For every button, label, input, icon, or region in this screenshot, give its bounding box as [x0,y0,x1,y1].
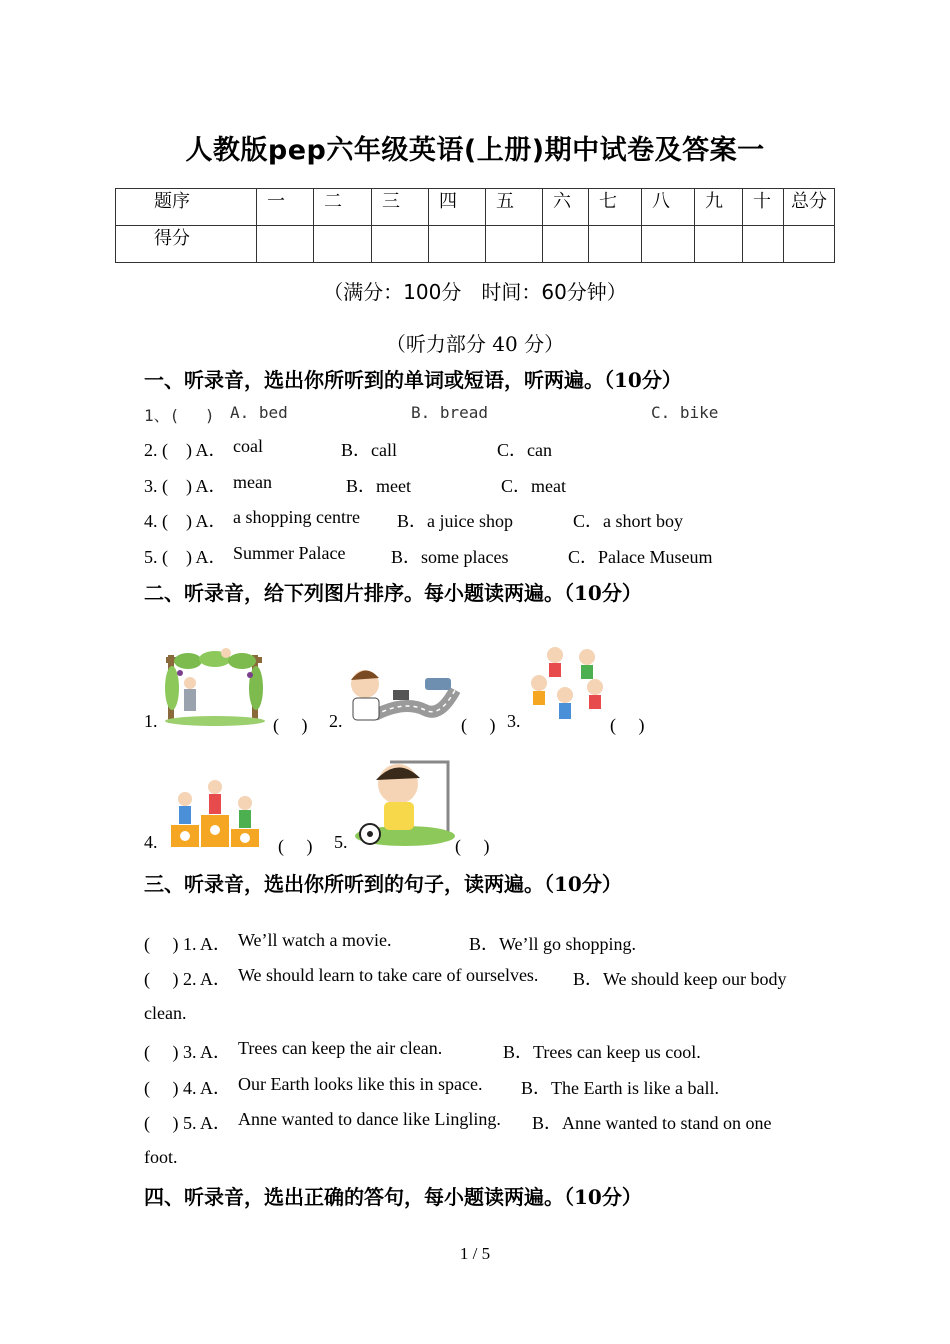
picture3-blank[interactable]: ( ) [610,715,645,735]
q4-option-c: C．a short boy [573,511,683,531]
children-playing-picture [525,643,610,723]
q3-option-c: C．meat [501,476,566,496]
picture4-blank[interactable]: ( ) [278,836,313,856]
score-cell: 题序 [116,189,257,226]
q1-number: 1、( ) [144,406,215,425]
score-cell: 五 [486,189,543,226]
q4-number: 4. ( ) A． [144,511,227,531]
picture2-blank[interactable]: ( ) [461,715,496,735]
score-input-cell[interactable] [589,226,642,263]
picture3-number: 3. [507,711,521,731]
s2-continuation: clean. [144,1003,187,1023]
score-table [115,188,835,263]
q5-option-b: B．some places [391,547,509,567]
s4-number: ( ) 4. A． [144,1078,231,1098]
picture5-number: 5. [334,832,348,852]
s3-option-b: B．Trees can keep us cool. [503,1042,701,1062]
q2-number: 2. ( ) A． [144,440,227,460]
podium-picture [165,775,265,850]
q3-option-b: B．meet [346,476,411,496]
s5-continuation: foot. [144,1147,178,1167]
boy-road-picture [345,660,460,730]
s4-option-a: Our Earth looks like this in space. [238,1074,483,1094]
exam-info: （满分：100分 时间：60分钟） [323,280,627,304]
score-value-row [116,226,835,263]
page-number: 1 / 5 [459,1244,491,1263]
q5-number: 5. ( ) A． [144,547,227,567]
score-input-cell[interactable] [372,226,429,263]
score-cell: 八 [642,189,695,226]
score-cell: 一 [257,189,314,226]
score-input-cell[interactable] [743,226,784,263]
q5-option-a: Summer Palace [233,543,346,563]
q5-option-c: C．Palace Museum [568,547,713,567]
q2-option-c: C．can [497,440,552,460]
score-input-cell[interactable] [642,226,695,263]
picture5-blank[interactable]: ( ) [455,836,490,856]
picture4-number: 4. [144,832,158,852]
s5-number: ( ) 5. A． [144,1113,231,1133]
score-input-cell[interactable] [695,226,743,263]
injured-boy-football-picture [350,756,455,848]
garden-arch-picture [160,643,270,728]
picture1-blank[interactable]: ( ) [273,715,308,735]
q1-option-b: B. bread [411,403,489,422]
score-cell: 三 [372,189,429,226]
q2-option-b: B．call [341,440,397,460]
score-header-row [116,189,835,226]
section3-heading: 三、听录音，选出你所听到的句子，读两遍。（10分） [144,872,622,896]
score-input-cell[interactable] [314,226,372,263]
s3-number: ( ) 3. A． [144,1042,231,1062]
s1-option-b: B．We’ll go shopping. [469,934,637,954]
score-input-cell[interactable] [429,226,486,263]
s5-option-b: B．Anne wanted to stand on one [532,1113,772,1133]
score-input-cell[interactable] [486,226,543,263]
score-input-cell[interactable] [784,226,835,263]
s2-option-b: B．We should keep our body [573,969,787,989]
s2-number: ( ) 2. A． [144,969,231,989]
q3-number: 3. ( ) A． [144,476,227,496]
score-label: 得分 [116,226,257,263]
s5-option-a: Anne wanted to dance like Lingling. [238,1109,501,1129]
s2-option-a: We should learn to take care of ourselves. [238,965,539,985]
q3-option-a: mean [233,472,272,492]
picture1-number: 1. [144,711,158,731]
score-cell: 十 [743,189,784,226]
q4-option-a: a shopping centre [233,507,360,527]
q1-option-c: C. bike [651,403,719,422]
q2-option-a: coal [233,436,263,456]
listening-header: （听力部分 40 分） [385,332,565,356]
score-input-cell[interactable] [543,226,589,263]
section4-heading: 四、听录音，选出正确的答句，每小题读两遍。（10分） [144,1185,642,1209]
s1-number: ( ) 1. A． [144,934,231,954]
score-cell: 九 [695,189,743,226]
s3-option-a: Trees can keep the air clean. [238,1038,443,1058]
score-cell: 总分 [784,189,835,226]
q1-option-a: A. bed [230,403,288,422]
section2-heading: 二、听录音，给下列图片排序。每小题读两遍。（10分） [144,581,642,605]
page-title: 人教版pep六年级英语(上册)期中试卷及答案一 [185,135,765,166]
section1-heading: 一、听录音，选出你所听到的单词或短语，听两遍。（10分） [144,368,682,392]
score-cell: 七 [589,189,642,226]
q4-option-b: B．a juice shop [397,511,513,531]
picture2-number: 2. [329,711,343,731]
s1-option-a: We’ll watch a movie. [238,930,392,950]
score-cell: 四 [429,189,486,226]
score-cell: 六 [543,189,589,226]
score-input-cell[interactable] [257,226,314,263]
score-cell: 二 [314,189,372,226]
s4-option-b: B．The Earth is like a ball. [521,1078,719,1098]
